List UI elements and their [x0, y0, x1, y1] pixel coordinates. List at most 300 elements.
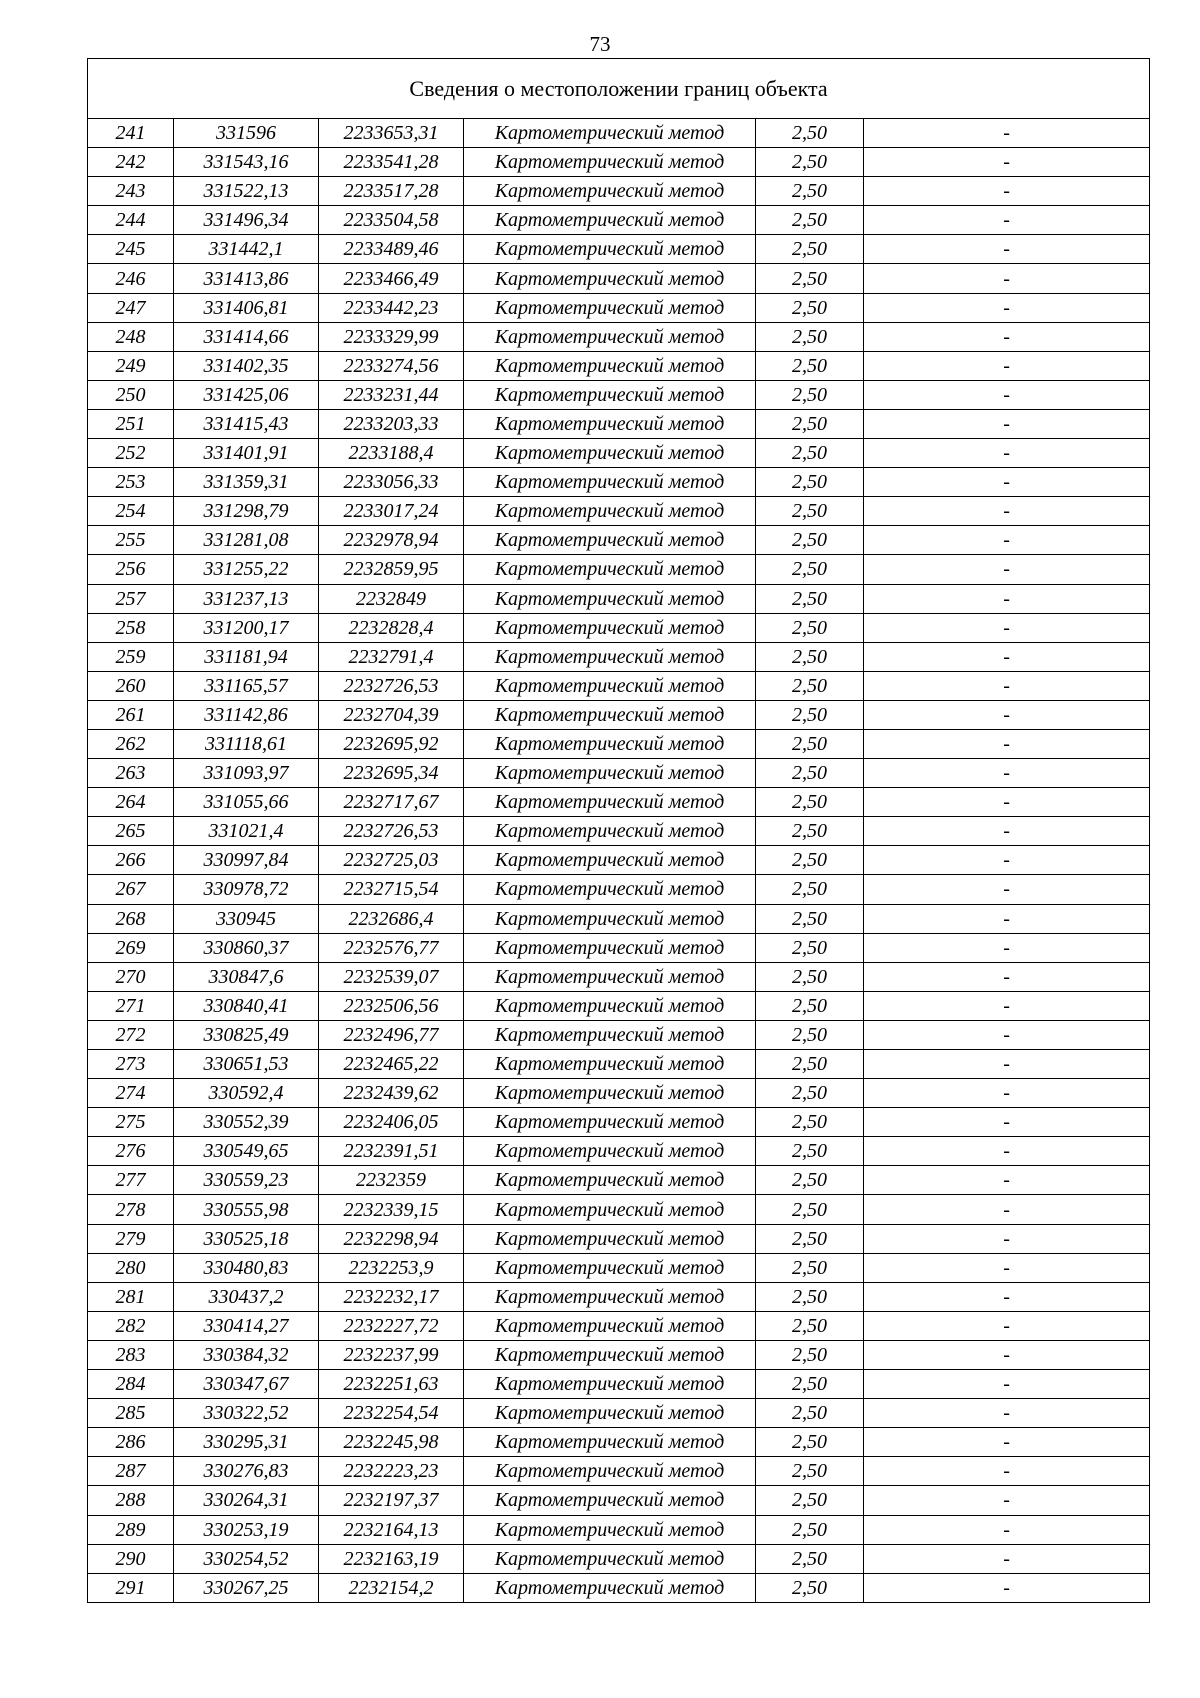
- point-number-cell: 245: [88, 235, 174, 264]
- method-cell: Картометрический метод: [464, 148, 756, 177]
- method-cell: Картометрический метод: [464, 1050, 756, 1079]
- x-coordinate-cell: 331021,4: [174, 817, 319, 846]
- method-cell: Картометрический метод: [464, 555, 756, 584]
- y-coordinate-cell: 2233329,99: [319, 322, 464, 351]
- precision-cell: 2,50: [756, 817, 864, 846]
- x-coordinate-cell: 331165,57: [174, 671, 319, 700]
- precision-cell: 2,50: [756, 991, 864, 1020]
- precision-cell: 2,50: [756, 526, 864, 555]
- precision-cell: 2,50: [756, 759, 864, 788]
- table-row: [88, 1340, 1150, 1369]
- y-coordinate-cell: 2232237,99: [319, 1340, 464, 1369]
- x-coordinate-cell: 331237,13: [174, 584, 319, 613]
- point-number-cell: 284: [88, 1370, 174, 1399]
- point-number-cell: 289: [88, 1515, 174, 1544]
- description-cell: -: [864, 1253, 1150, 1282]
- x-coordinate-cell: 331118,61: [174, 729, 319, 758]
- description-cell: -: [864, 351, 1150, 380]
- point-number-cell: 252: [88, 439, 174, 468]
- method-cell: Картометрический метод: [464, 817, 756, 846]
- precision-cell: 2,50: [756, 1137, 864, 1166]
- y-coordinate-cell: 2232576,77: [319, 933, 464, 962]
- description-cell: -: [864, 700, 1150, 729]
- precision-cell: 2,50: [756, 1195, 864, 1224]
- table-row: [88, 1020, 1150, 1049]
- precision-cell: 2,50: [756, 1079, 864, 1108]
- description-cell: -: [864, 671, 1150, 700]
- point-number-cell: 266: [88, 846, 174, 875]
- y-coordinate-cell: 2232695,92: [319, 729, 464, 758]
- table-row: [88, 1108, 1150, 1137]
- precision-cell: 2,50: [756, 1399, 864, 1428]
- y-coordinate-cell: 2233056,33: [319, 468, 464, 497]
- description-cell: -: [864, 1079, 1150, 1108]
- description-cell: -: [864, 1399, 1150, 1428]
- point-number-cell: 246: [88, 264, 174, 293]
- description-cell: -: [864, 380, 1150, 409]
- x-coordinate-cell: 330651,53: [174, 1050, 319, 1079]
- table-row: [88, 584, 1150, 613]
- y-coordinate-cell: 2232251,63: [319, 1370, 464, 1399]
- method-cell: Картометрический метод: [464, 1340, 756, 1369]
- point-number-cell: 272: [88, 1020, 174, 1049]
- x-coordinate-cell: 331093,97: [174, 759, 319, 788]
- precision-cell: 2,50: [756, 584, 864, 613]
- x-coordinate-cell: 330253,19: [174, 1515, 319, 1544]
- y-coordinate-cell: 2232298,94: [319, 1224, 464, 1253]
- y-coordinate-cell: 2232163,19: [319, 1544, 464, 1573]
- description-cell: -: [864, 555, 1150, 584]
- point-number-cell: 290: [88, 1544, 174, 1573]
- description-cell: -: [864, 119, 1150, 148]
- x-coordinate-cell: 331415,43: [174, 409, 319, 438]
- x-coordinate-cell: 331414,66: [174, 322, 319, 351]
- precision-cell: 2,50: [756, 1282, 864, 1311]
- precision-cell: 2,50: [756, 206, 864, 235]
- point-number-cell: 291: [88, 1573, 174, 1602]
- point-number-cell: 253: [88, 468, 174, 497]
- point-number-cell: 269: [88, 933, 174, 962]
- table-row: [88, 613, 1150, 642]
- y-coordinate-cell: 2232339,15: [319, 1195, 464, 1224]
- y-coordinate-cell: 2232253,9: [319, 1253, 464, 1282]
- table-row: [88, 962, 1150, 991]
- table-row: [88, 1544, 1150, 1573]
- x-coordinate-cell: 331200,17: [174, 613, 319, 642]
- precision-cell: 2,50: [756, 380, 864, 409]
- table-row: [88, 380, 1150, 409]
- table-row: [88, 1370, 1150, 1399]
- table-row: [88, 1137, 1150, 1166]
- x-coordinate-cell: 331413,86: [174, 264, 319, 293]
- method-cell: Картометрический метод: [464, 1486, 756, 1515]
- description-cell: -: [864, 1573, 1150, 1602]
- y-coordinate-cell: 2232849: [319, 584, 464, 613]
- x-coordinate-cell: 330267,25: [174, 1573, 319, 1602]
- x-coordinate-cell: 331522,13: [174, 177, 319, 206]
- precision-cell: 2,50: [756, 1253, 864, 1282]
- point-number-cell: 287: [88, 1457, 174, 1486]
- precision-cell: 2,50: [756, 962, 864, 991]
- table-row: [88, 177, 1150, 206]
- point-number-cell: 281: [88, 1282, 174, 1311]
- x-coordinate-cell: 330437,2: [174, 1282, 319, 1311]
- point-number-cell: 285: [88, 1399, 174, 1428]
- method-cell: Картометрический метод: [464, 1224, 756, 1253]
- point-number-cell: 276: [88, 1137, 174, 1166]
- table-row: [88, 1428, 1150, 1457]
- x-coordinate-cell: 330276,83: [174, 1457, 319, 1486]
- method-cell: Картометрический метод: [464, 1311, 756, 1340]
- method-cell: Картометрический метод: [464, 497, 756, 526]
- table-row: [88, 119, 1150, 148]
- x-coordinate-cell: 331281,08: [174, 526, 319, 555]
- table-row: [88, 875, 1150, 904]
- description-cell: -: [864, 177, 1150, 206]
- point-number-cell: 280: [88, 1253, 174, 1282]
- point-number-cell: 241: [88, 119, 174, 148]
- table-row: [88, 817, 1150, 846]
- x-coordinate-cell: 331181,94: [174, 642, 319, 671]
- precision-cell: 2,50: [756, 1108, 864, 1137]
- y-coordinate-cell: 2233489,46: [319, 235, 464, 264]
- method-cell: Картометрический метод: [464, 264, 756, 293]
- method-cell: Картометрический метод: [464, 1020, 756, 1049]
- table-row: [88, 148, 1150, 177]
- point-number-cell: 259: [88, 642, 174, 671]
- table-row: [88, 933, 1150, 962]
- method-cell: Картометрический метод: [464, 409, 756, 438]
- x-coordinate-cell: 330414,27: [174, 1311, 319, 1340]
- precision-cell: 2,50: [756, 671, 864, 700]
- description-cell: -: [864, 1108, 1150, 1137]
- precision-cell: 2,50: [756, 177, 864, 206]
- method-cell: Картометрический метод: [464, 788, 756, 817]
- point-number-cell: 243: [88, 177, 174, 206]
- x-coordinate-cell: 330592,4: [174, 1079, 319, 1108]
- method-cell: Картометрический метод: [464, 439, 756, 468]
- table-body: [88, 59, 1150, 1603]
- x-coordinate-cell: 330978,72: [174, 875, 319, 904]
- description-cell: -: [864, 817, 1150, 846]
- method-cell: Картометрический метод: [464, 1457, 756, 1486]
- table-row: [88, 293, 1150, 322]
- table-row: [88, 468, 1150, 497]
- x-coordinate-cell: 330555,98: [174, 1195, 319, 1224]
- description-cell: -: [864, 1224, 1150, 1253]
- method-cell: Картометрический метод: [464, 380, 756, 409]
- x-coordinate-cell: 330552,39: [174, 1108, 319, 1137]
- table-row: [88, 439, 1150, 468]
- description-cell: -: [864, 1428, 1150, 1457]
- point-number-cell: 254: [88, 497, 174, 526]
- table-title: Сведения о местоположении границ объекта: [88, 59, 1150, 119]
- description-cell: -: [864, 1544, 1150, 1573]
- y-coordinate-cell: 2232791,4: [319, 642, 464, 671]
- table-row: [88, 526, 1150, 555]
- precision-cell: 2,50: [756, 148, 864, 177]
- y-coordinate-cell: 2232859,95: [319, 555, 464, 584]
- y-coordinate-cell: 2232439,62: [319, 1079, 464, 1108]
- table-row: [88, 642, 1150, 671]
- x-coordinate-cell: 330825,49: [174, 1020, 319, 1049]
- point-number-cell: 247: [88, 293, 174, 322]
- y-coordinate-cell: 2232465,22: [319, 1050, 464, 1079]
- x-coordinate-cell: 331442,1: [174, 235, 319, 264]
- x-coordinate-cell: 330525,18: [174, 1224, 319, 1253]
- description-cell: -: [864, 759, 1150, 788]
- precision-cell: 2,50: [756, 351, 864, 380]
- description-cell: -: [864, 788, 1150, 817]
- table-row: [88, 1195, 1150, 1224]
- description-cell: -: [864, 962, 1150, 991]
- method-cell: Картометрический метод: [464, 642, 756, 671]
- description-cell: -: [864, 1311, 1150, 1340]
- method-cell: Картометрический метод: [464, 526, 756, 555]
- table-row: [88, 555, 1150, 584]
- point-number-cell: 288: [88, 1486, 174, 1515]
- description-cell: -: [864, 1340, 1150, 1369]
- table-row: [88, 1515, 1150, 1544]
- page-number: 73: [589, 32, 611, 56]
- point-number-cell: 255: [88, 526, 174, 555]
- precision-cell: 2,50: [756, 904, 864, 933]
- method-cell: Картометрический метод: [464, 671, 756, 700]
- method-cell: Картометрический метод: [464, 1166, 756, 1195]
- precision-cell: 2,50: [756, 468, 864, 497]
- table-row: [88, 206, 1150, 235]
- point-number-cell: 264: [88, 788, 174, 817]
- method-cell: Картометрический метод: [464, 293, 756, 322]
- precision-cell: 2,50: [756, 875, 864, 904]
- method-cell: Картометрический метод: [464, 1428, 756, 1457]
- x-coordinate-cell: 330322,52: [174, 1399, 319, 1428]
- y-coordinate-cell: 2232717,67: [319, 788, 464, 817]
- y-coordinate-cell: 2232726,53: [319, 817, 464, 846]
- description-cell: -: [864, 1020, 1150, 1049]
- method-cell: Картометрический метод: [464, 729, 756, 758]
- table-row: [88, 904, 1150, 933]
- table-row: [88, 1457, 1150, 1486]
- precision-cell: 2,50: [756, 409, 864, 438]
- y-coordinate-cell: 2232254,54: [319, 1399, 464, 1428]
- x-coordinate-cell: 331406,81: [174, 293, 319, 322]
- point-number-cell: 278: [88, 1195, 174, 1224]
- description-cell: -: [864, 206, 1150, 235]
- point-number-cell: 257: [88, 584, 174, 613]
- y-coordinate-cell: 2232406,05: [319, 1108, 464, 1137]
- method-cell: Картометрический метод: [464, 235, 756, 264]
- y-coordinate-cell: 2232245,98: [319, 1428, 464, 1457]
- x-coordinate-cell: 330945: [174, 904, 319, 933]
- x-coordinate-cell: 331359,31: [174, 468, 319, 497]
- precision-cell: 2,50: [756, 1370, 864, 1399]
- y-coordinate-cell: 2232715,54: [319, 875, 464, 904]
- point-number-cell: 279: [88, 1224, 174, 1253]
- precision-cell: 2,50: [756, 700, 864, 729]
- y-coordinate-cell: 2232539,07: [319, 962, 464, 991]
- x-coordinate-cell: 330549,65: [174, 1137, 319, 1166]
- description-cell: -: [864, 1050, 1150, 1079]
- table-row: [88, 729, 1150, 758]
- x-coordinate-cell: 330847,6: [174, 962, 319, 991]
- table-row: [88, 1224, 1150, 1253]
- description-cell: -: [864, 991, 1150, 1020]
- y-coordinate-cell: 2232695,34: [319, 759, 464, 788]
- point-number-cell: 256: [88, 555, 174, 584]
- x-coordinate-cell: 330347,67: [174, 1370, 319, 1399]
- y-coordinate-cell: 2232227,72: [319, 1311, 464, 1340]
- method-cell: Картометрический метод: [464, 1399, 756, 1428]
- y-coordinate-cell: 2233653,31: [319, 119, 464, 148]
- y-coordinate-cell: 2232232,17: [319, 1282, 464, 1311]
- description-cell: -: [864, 439, 1150, 468]
- point-number-cell: 271: [88, 991, 174, 1020]
- x-coordinate-cell: 330254,52: [174, 1544, 319, 1573]
- description-cell: -: [864, 293, 1150, 322]
- description-cell: -: [864, 468, 1150, 497]
- description-cell: -: [864, 584, 1150, 613]
- method-cell: Картометрический метод: [464, 351, 756, 380]
- precision-cell: 2,50: [756, 497, 864, 526]
- precision-cell: 2,50: [756, 1428, 864, 1457]
- description-cell: -: [864, 1515, 1150, 1544]
- y-coordinate-cell: 2232197,37: [319, 1486, 464, 1515]
- description-cell: -: [864, 1166, 1150, 1195]
- table-row: [88, 991, 1150, 1020]
- method-cell: Картометрический метод: [464, 1195, 756, 1224]
- precision-cell: 2,50: [756, 1515, 864, 1544]
- precision-cell: 2,50: [756, 846, 864, 875]
- point-number-cell: 286: [88, 1428, 174, 1457]
- point-number-cell: 248: [88, 322, 174, 351]
- precision-cell: 2,50: [756, 119, 864, 148]
- precision-cell: 2,50: [756, 235, 864, 264]
- table-row: [88, 1253, 1150, 1282]
- precision-cell: 2,50: [756, 1544, 864, 1573]
- precision-cell: 2,50: [756, 642, 864, 671]
- method-cell: Картометрический метод: [464, 119, 756, 148]
- method-cell: Картометрический метод: [464, 1137, 756, 1166]
- method-cell: Картометрический метод: [464, 1515, 756, 1544]
- method-cell: Картометрический метод: [464, 468, 756, 497]
- precision-cell: 2,50: [756, 1311, 864, 1340]
- method-cell: Картометрический метод: [464, 613, 756, 642]
- method-cell: Картометрический метод: [464, 1253, 756, 1282]
- table-row: [88, 846, 1150, 875]
- table-row: [88, 264, 1150, 293]
- x-coordinate-cell: 330295,31: [174, 1428, 319, 1457]
- method-cell: Картометрический метод: [464, 700, 756, 729]
- x-coordinate-cell: 330997,84: [174, 846, 319, 875]
- x-coordinate-cell: 331298,79: [174, 497, 319, 526]
- x-coordinate-cell: 331142,86: [174, 700, 319, 729]
- point-number-cell: 270: [88, 962, 174, 991]
- y-coordinate-cell: 2232686,4: [319, 904, 464, 933]
- table-row: [88, 1050, 1150, 1079]
- x-coordinate-cell: 330860,37: [174, 933, 319, 962]
- y-coordinate-cell: 2232154,2: [319, 1573, 464, 1602]
- table-row: [88, 1399, 1150, 1428]
- precision-cell: 2,50: [756, 1486, 864, 1515]
- point-number-cell: 274: [88, 1079, 174, 1108]
- table-row: [88, 322, 1150, 351]
- y-coordinate-cell: 2232726,53: [319, 671, 464, 700]
- precision-cell: 2,50: [756, 1050, 864, 1079]
- y-coordinate-cell: 2233517,28: [319, 177, 464, 206]
- point-number-cell: 251: [88, 409, 174, 438]
- y-coordinate-cell: 2233442,23: [319, 293, 464, 322]
- y-coordinate-cell: 2233203,33: [319, 409, 464, 438]
- y-coordinate-cell: 2232391,51: [319, 1137, 464, 1166]
- y-coordinate-cell: 2233188,4: [319, 439, 464, 468]
- description-cell: -: [864, 1137, 1150, 1166]
- x-coordinate-cell: 331401,91: [174, 439, 319, 468]
- method-cell: Картометрический метод: [464, 322, 756, 351]
- point-number-cell: 265: [88, 817, 174, 846]
- precision-cell: 2,50: [756, 1020, 864, 1049]
- precision-cell: 2,50: [756, 322, 864, 351]
- precision-cell: 2,50: [756, 1166, 864, 1195]
- x-coordinate-cell: 331255,22: [174, 555, 319, 584]
- y-coordinate-cell: 2233541,28: [319, 148, 464, 177]
- x-coordinate-cell: 330480,83: [174, 1253, 319, 1282]
- precision-cell: 2,50: [756, 1224, 864, 1253]
- method-cell: Картометрический метод: [464, 177, 756, 206]
- table-row: [88, 788, 1150, 817]
- method-cell: Картометрический метод: [464, 1544, 756, 1573]
- table-row: [88, 409, 1150, 438]
- table-row: [88, 1282, 1150, 1311]
- description-cell: -: [864, 1370, 1150, 1399]
- description-cell: -: [864, 1486, 1150, 1515]
- y-coordinate-cell: 2233231,44: [319, 380, 464, 409]
- x-coordinate-cell: 330840,41: [174, 991, 319, 1020]
- point-number-cell: 268: [88, 904, 174, 933]
- description-cell: -: [864, 322, 1150, 351]
- method-cell: Картометрический метод: [464, 962, 756, 991]
- table-row: [88, 671, 1150, 700]
- description-cell: -: [864, 875, 1150, 904]
- y-coordinate-cell: 2232506,56: [319, 991, 464, 1020]
- x-coordinate-cell: 330264,31: [174, 1486, 319, 1515]
- precision-cell: 2,50: [756, 788, 864, 817]
- point-number-cell: 261: [88, 700, 174, 729]
- description-cell: -: [864, 1282, 1150, 1311]
- table-row: [88, 497, 1150, 526]
- x-coordinate-cell: 331402,35: [174, 351, 319, 380]
- y-coordinate-cell: 2232359: [319, 1166, 464, 1195]
- method-cell: Картометрический метод: [464, 1573, 756, 1602]
- table-row: [88, 700, 1150, 729]
- method-cell: Картометрический метод: [464, 206, 756, 235]
- description-cell: -: [864, 904, 1150, 933]
- table-row: [88, 759, 1150, 788]
- precision-cell: 2,50: [756, 555, 864, 584]
- description-cell: -: [864, 933, 1150, 962]
- description-cell: -: [864, 526, 1150, 555]
- table-row: [88, 1486, 1150, 1515]
- point-number-cell: 262: [88, 729, 174, 758]
- y-coordinate-cell: 2233274,56: [319, 351, 464, 380]
- table-row: [88, 1311, 1150, 1340]
- table-row: [88, 235, 1150, 264]
- point-number-cell: 275: [88, 1108, 174, 1137]
- y-coordinate-cell: 2233466,49: [319, 264, 464, 293]
- precision-cell: 2,50: [756, 293, 864, 322]
- method-cell: Картометрический метод: [464, 875, 756, 904]
- description-cell: -: [864, 613, 1150, 642]
